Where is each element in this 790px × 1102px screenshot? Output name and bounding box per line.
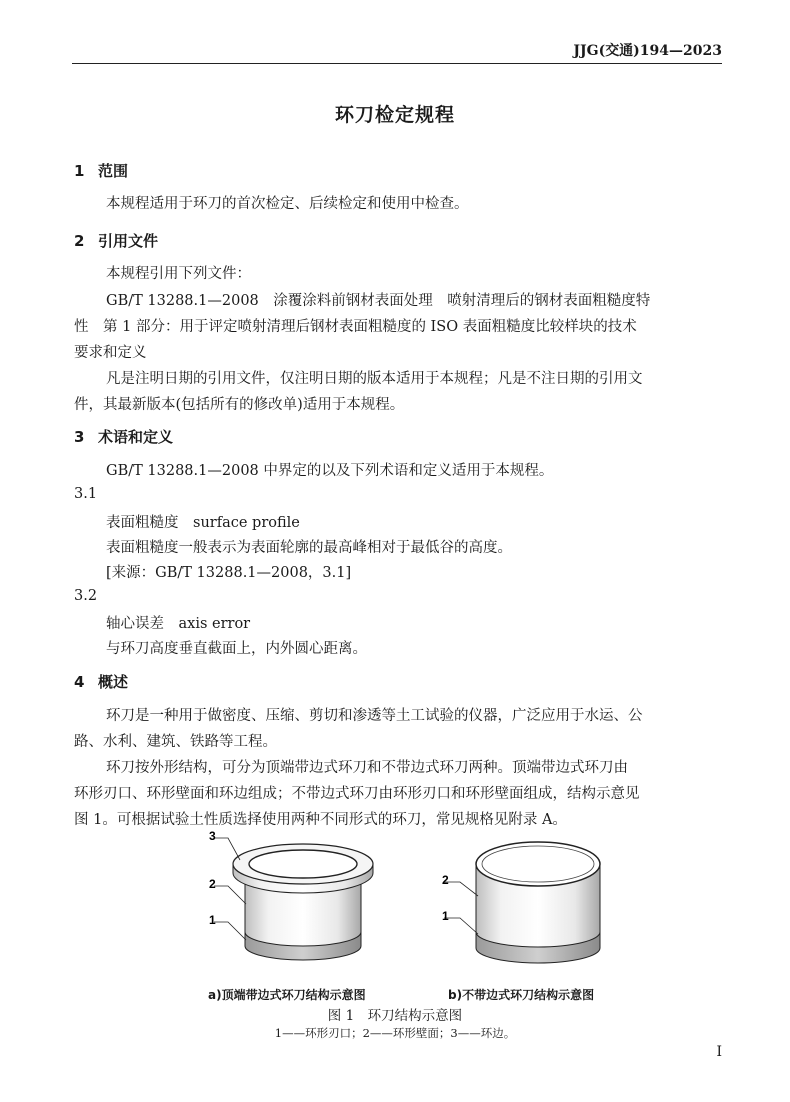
figure-title: 图 1 环刀结构示意图 bbox=[327, 1008, 463, 1024]
figure-a-flanged-ring-knife bbox=[200, 826, 400, 982]
reference-line: GB/T 13288.1—2008 涂覆涂料前钢材表面处理 喷射清理后的钢材表面粗糙度特 bbox=[106, 293, 651, 309]
callout-label: 1 bbox=[442, 909, 449, 923]
opening bbox=[249, 850, 357, 878]
paragraph-line: 环刀按外形结构，可分为顶端带边式环刀和不带边式环刀两种。顶端带边式环刀由 bbox=[106, 760, 628, 776]
paragraph-line: 本规程适用于环刀的首次检定、后续检定和使用中检查。 bbox=[106, 196, 469, 212]
opening bbox=[482, 846, 594, 882]
page-number: I bbox=[716, 1044, 722, 1060]
callout-label: 2 bbox=[209, 877, 216, 891]
section-1-heading bbox=[74, 160, 128, 181]
figure-b-plain-ring-knife bbox=[436, 826, 616, 982]
paragraph-line: 凡是注明日期的引用文件，仅注明日期的版本适用于本规程；凡是不注日期的引用文 bbox=[106, 371, 643, 387]
term-number: 3.2 bbox=[74, 588, 98, 604]
section-4-heading bbox=[74, 671, 128, 692]
paragraph-line: 本规程引用下列文件： bbox=[106, 266, 251, 282]
callout-label: 2 bbox=[442, 873, 449, 887]
term-name: 表面粗糙度 surface profile bbox=[106, 515, 300, 531]
term-definition: 表面粗糙度一般表示为表面轮廓的最高峰相对于最低谷的高度。 bbox=[106, 540, 512, 556]
section-2-heading bbox=[74, 230, 158, 251]
section-title: 概述 bbox=[98, 673, 129, 691]
term-number: 3.1 bbox=[74, 486, 98, 502]
section-number: 2 bbox=[74, 232, 85, 250]
page-title: 环刀检定规程 bbox=[334, 104, 455, 126]
paragraph-line: 环形刃口、环形壁面和环边组成；不带边式环刀由环形刃口和环形壁面组成，结构示意见 bbox=[74, 786, 640, 802]
paragraph-line: 路、水利、建筑、铁路等工程。 bbox=[74, 734, 277, 750]
callout-label: 1 bbox=[209, 913, 216, 927]
term-source: [来源：GB/T 13288.1—2008，3.1] bbox=[106, 565, 352, 581]
header-code: JJG(交通)194—2023 bbox=[573, 43, 722, 59]
section-title: 术语和定义 bbox=[98, 428, 174, 446]
reference-line: 性 第 1 部分：用于评定喷射清理后钢材表面粗糙度的 ISO 表面粗糙度比较样块的技术 bbox=[74, 319, 637, 335]
paragraph-line: GB/T 13288.1—2008 中界定的以及下列术语和定义适用于本规程。 bbox=[106, 463, 554, 479]
paragraph-line: 图 1。可根据试验土性质选择使用两种不同形式的环刀，常见规格见附录 A。 bbox=[74, 812, 567, 828]
section-number: 3 bbox=[74, 428, 85, 446]
section-number: 4 bbox=[74, 673, 85, 691]
paragraph-line: 件，其最新版本(包括所有的修改单)适用于本规程。 bbox=[74, 397, 405, 413]
figure-b-caption: b)不带边式环刀结构示意图 bbox=[448, 988, 595, 1002]
section-title: 范围 bbox=[98, 162, 129, 180]
section-3-heading bbox=[74, 426, 173, 447]
reference-line: 要求和定义 bbox=[74, 345, 147, 361]
figure-legend: 1——环形刃口；2——环形壁面；3——环边。 bbox=[274, 1026, 516, 1040]
term-definition: 与环刀高度垂直截面上，内外圆心距离。 bbox=[106, 641, 367, 657]
figure-a-caption: a)顶端带边式环刀结构示意图 bbox=[208, 988, 366, 1002]
term-name: 轴心误差 axis error bbox=[106, 616, 251, 632]
section-number: 1 bbox=[74, 162, 85, 180]
section-title: 引用文件 bbox=[98, 232, 159, 250]
callout-label: 3 bbox=[209, 829, 216, 843]
header-rule bbox=[72, 63, 722, 64]
paragraph-line: 环刀是一种用于做密度、压缩、剪切和渗透等土工试验的仪器，广泛应用于水运、公 bbox=[106, 708, 643, 724]
